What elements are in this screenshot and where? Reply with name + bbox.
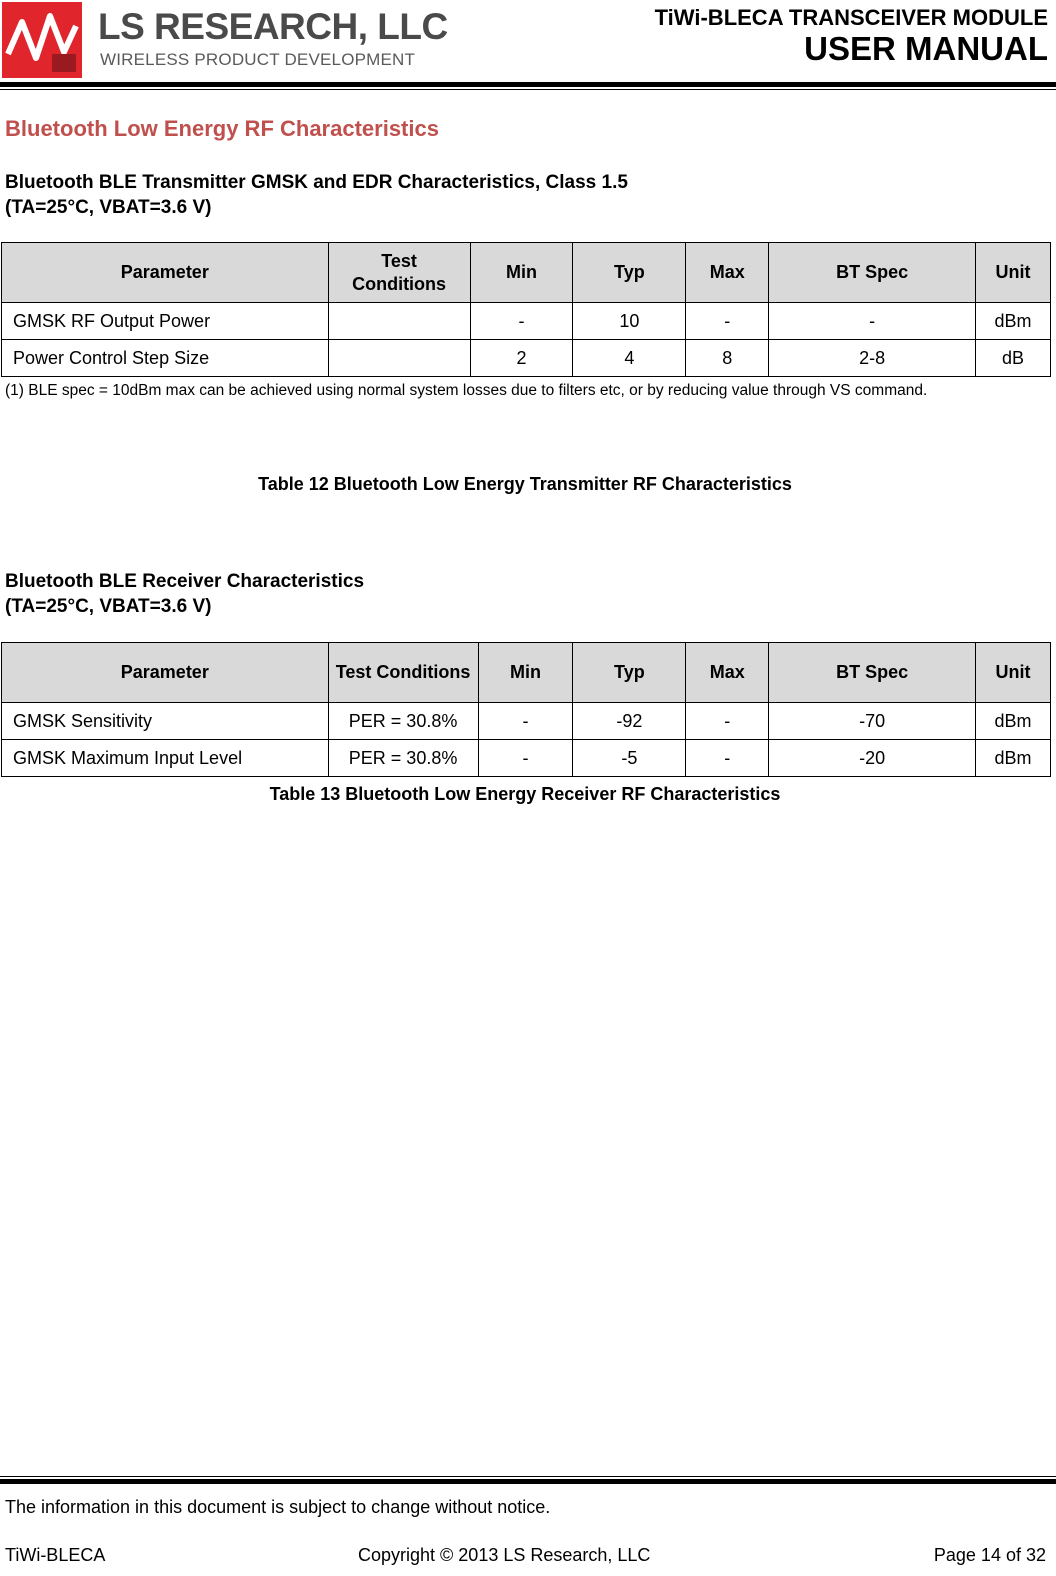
table-cell: -5: [573, 740, 686, 777]
column-header: Unit: [975, 643, 1050, 703]
table-cell: -70: [769, 703, 976, 740]
table-cell: -: [686, 303, 769, 340]
transmitter-heading-line2: (TA=25°C, VBAT=3.6 V): [5, 197, 212, 218]
page-header: [0, 0, 1056, 84]
table-cell: PER = 30.8%: [328, 740, 478, 777]
footer-notice: The information in this document is subject to change without notice.: [5, 1497, 551, 1517]
footer-rule-thick: [0, 1479, 1056, 1484]
table-cell: -: [470, 303, 573, 340]
column-header: Min: [478, 643, 573, 703]
column-header: Min: [470, 243, 573, 303]
footer-page-number: Page 14 of 32: [933, 1545, 1046, 1565]
transmitter-footnote: (1) BLE spec = 10dBm max can be achieved using normal system losses due to filters etc, or by reducing value through VS command.: [5, 382, 928, 399]
table-cell: Power Control Step Size: [2, 340, 329, 377]
company-logo: [2, 2, 448, 78]
column-header: Typ: [573, 243, 686, 303]
footer-rule-thin: [0, 1476, 1056, 1477]
document-title: [655, 6, 1048, 68]
column-header: BT Spec: [769, 243, 976, 303]
table-header-row: [2, 243, 1051, 303]
logo-tagline: WIRELESS PRODUCT DEVELOPMENT: [100, 50, 416, 69]
column-header: BT Spec: [769, 643, 976, 703]
receiver-table-caption: Table 13 Bluetooth Low Energy Receiver RF Characteristics: [269, 784, 781, 804]
table-row: [2, 303, 1051, 340]
transmitter-table: [1, 242, 1051, 377]
receiver-heading-line2: (TA=25°C, VBAT=3.6 V): [5, 596, 212, 617]
document-title-line1: TiWi-BLECA TRANSCEIVER MODULE: [654, 5, 1048, 30]
transmitter-table-caption: Table 12 Bluetooth Low Energy Transmitter RF Characteristics: [258, 474, 792, 494]
table-cell: -: [478, 740, 573, 777]
transmitter-heading-line1: Bluetooth BLE Transmitter GMSK and EDR Characteristics, Class 1.5: [5, 172, 628, 193]
table-cell: -: [686, 740, 769, 777]
column-header: Test Conditions: [328, 643, 478, 703]
table-cell: dBm: [975, 703, 1050, 740]
table-cell: [328, 303, 470, 340]
table-cell: -92: [573, 703, 686, 740]
table-cell: GMSK Sensitivity: [2, 703, 329, 740]
table-cell: dB: [975, 340, 1050, 377]
table-header-row: [2, 643, 1051, 703]
table-row: [2, 703, 1051, 740]
footer-product: TiWi-BLECA: [5, 1545, 106, 1565]
table-cell: 2: [470, 340, 573, 377]
table-cell: GMSK RF Output Power: [2, 303, 329, 340]
header-rule-thick: [0, 82, 1056, 87]
table-cell: -20: [769, 740, 976, 777]
section-title: Bluetooth Low Energy RF Characteristics: [5, 116, 439, 141]
table-cell: -: [686, 703, 769, 740]
receiver-heading: [5, 569, 364, 619]
table-cell: 10: [573, 303, 686, 340]
table-cell: 8: [686, 340, 769, 377]
table-cell: -: [478, 703, 573, 740]
transmitter-heading: [5, 170, 628, 220]
table-cell: dBm: [975, 303, 1050, 340]
table-row: [2, 740, 1051, 777]
table-cell: [328, 340, 470, 377]
table-cell: dBm: [975, 740, 1050, 777]
header-rule-thin: [0, 89, 1056, 90]
table-cell: -: [769, 303, 976, 340]
column-header: Typ: [573, 643, 686, 703]
column-header: Test Conditions: [328, 243, 470, 303]
column-header: Parameter: [2, 243, 329, 303]
table-row: [2, 340, 1051, 377]
document-title-line2: USER MANUAL: [804, 30, 1048, 67]
column-header: Parameter: [2, 643, 329, 703]
ls-research-logo-mark: [2, 2, 82, 78]
receiver-table: [1, 642, 1051, 777]
table-cell: GMSK Maximum Input Level: [2, 740, 329, 777]
table-cell: 2-8: [769, 340, 976, 377]
column-header: Unit: [975, 243, 1050, 303]
table-cell: PER = 30.8%: [328, 703, 478, 740]
footer-copyright: Copyright © 2013 LS Research, LLC: [358, 1545, 651, 1565]
receiver-heading-line1: Bluetooth BLE Receiver Characteristics: [5, 571, 365, 592]
column-header: Max: [686, 243, 769, 303]
column-header: Max: [686, 643, 769, 703]
table-cell: 4: [573, 340, 686, 377]
logo-company-name: LS RESEARCH, LLC: [98, 6, 448, 47]
